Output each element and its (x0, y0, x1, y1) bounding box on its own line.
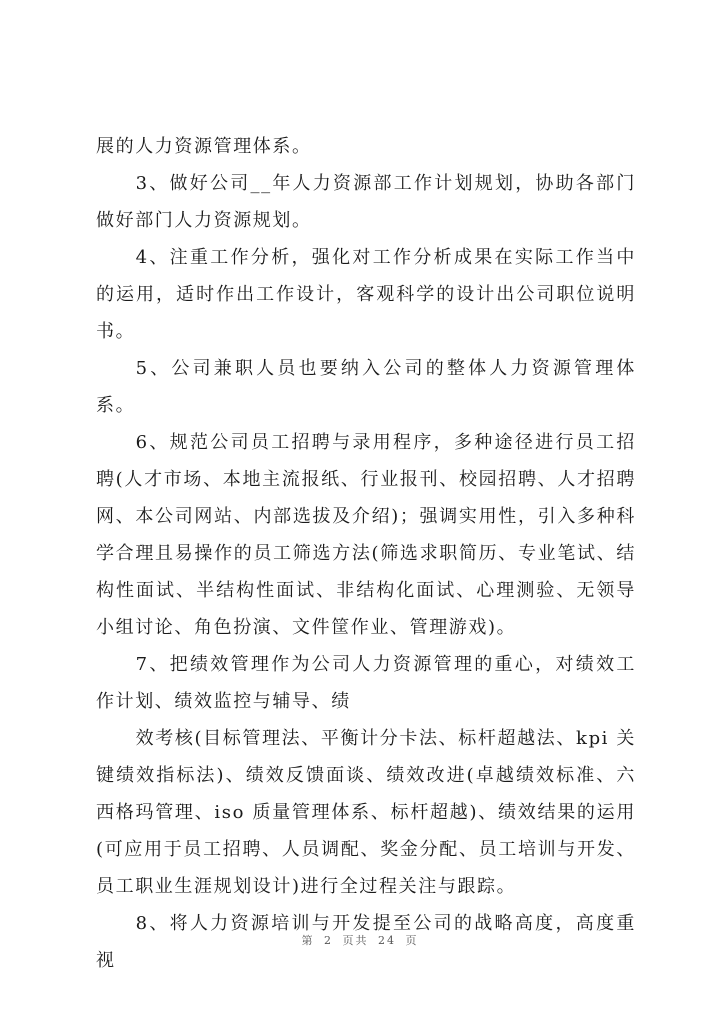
paragraph-item-4: 4、注重工作分析，强化对工作分析成果在实际工作当中的运用，适时作出工作设计，客观科学的设计出公司职位说明书。 (96, 247, 636, 342)
paragraph-item-3: 3、做好公司__年人力资源部工作计划规划，协助各部门做好部门人力资源规划。 (96, 173, 636, 231)
page-number-footer: 第 2 页共 24 页 (301, 934, 419, 947)
paragraph-item-8: 8、将人力资源培训与开发提至公司的战略高度，高度重视 (96, 913, 636, 971)
paragraph-item-7-continued: 效考核(目标管理法、平衡计分卡法、标杆超越法、kpi 关键绩效指标法)、绩效反馈面谈、绩效改进(卓越绩效标准、六西格玛管理、iso 质量管理体系、标杆超越)、绩效结果的运用(可应用于员工招聘、人员调配、奖金分配、员工培训与开发、员工职业生涯规划设计)进行全过程关注与跟踪。 (96, 728, 636, 897)
document-body (96, 128, 636, 979)
paragraph-item-5: 5、公司兼职人员也要纳入公司的整体人力资源管理体系。 (96, 358, 636, 416)
paragraph-continuation: 展的人力资源管理体系。 (96, 136, 312, 157)
paragraph-item-7: 7、把绩效管理作为公司人力资源管理的重心，对绩效工作计划、绩效监控与辅导、绩 (96, 654, 636, 712)
paragraph-item-6: 6、规范公司员工招聘与录用程序，多种途径进行员工招聘(人才市场、本地主流报纸、行业报刊、校园招聘、人才招聘网、本公司网站、内部选拔及介绍)；强调实用性，引入多种科学合理且易操作的员工筛选方法(筛选求职简历、专业笔试、结构性面试、半结构性面试、非结构化面试、心理测验、无领导小组讨论、角色扮演、文件筐作业、管理游戏)。 (96, 432, 636, 638)
